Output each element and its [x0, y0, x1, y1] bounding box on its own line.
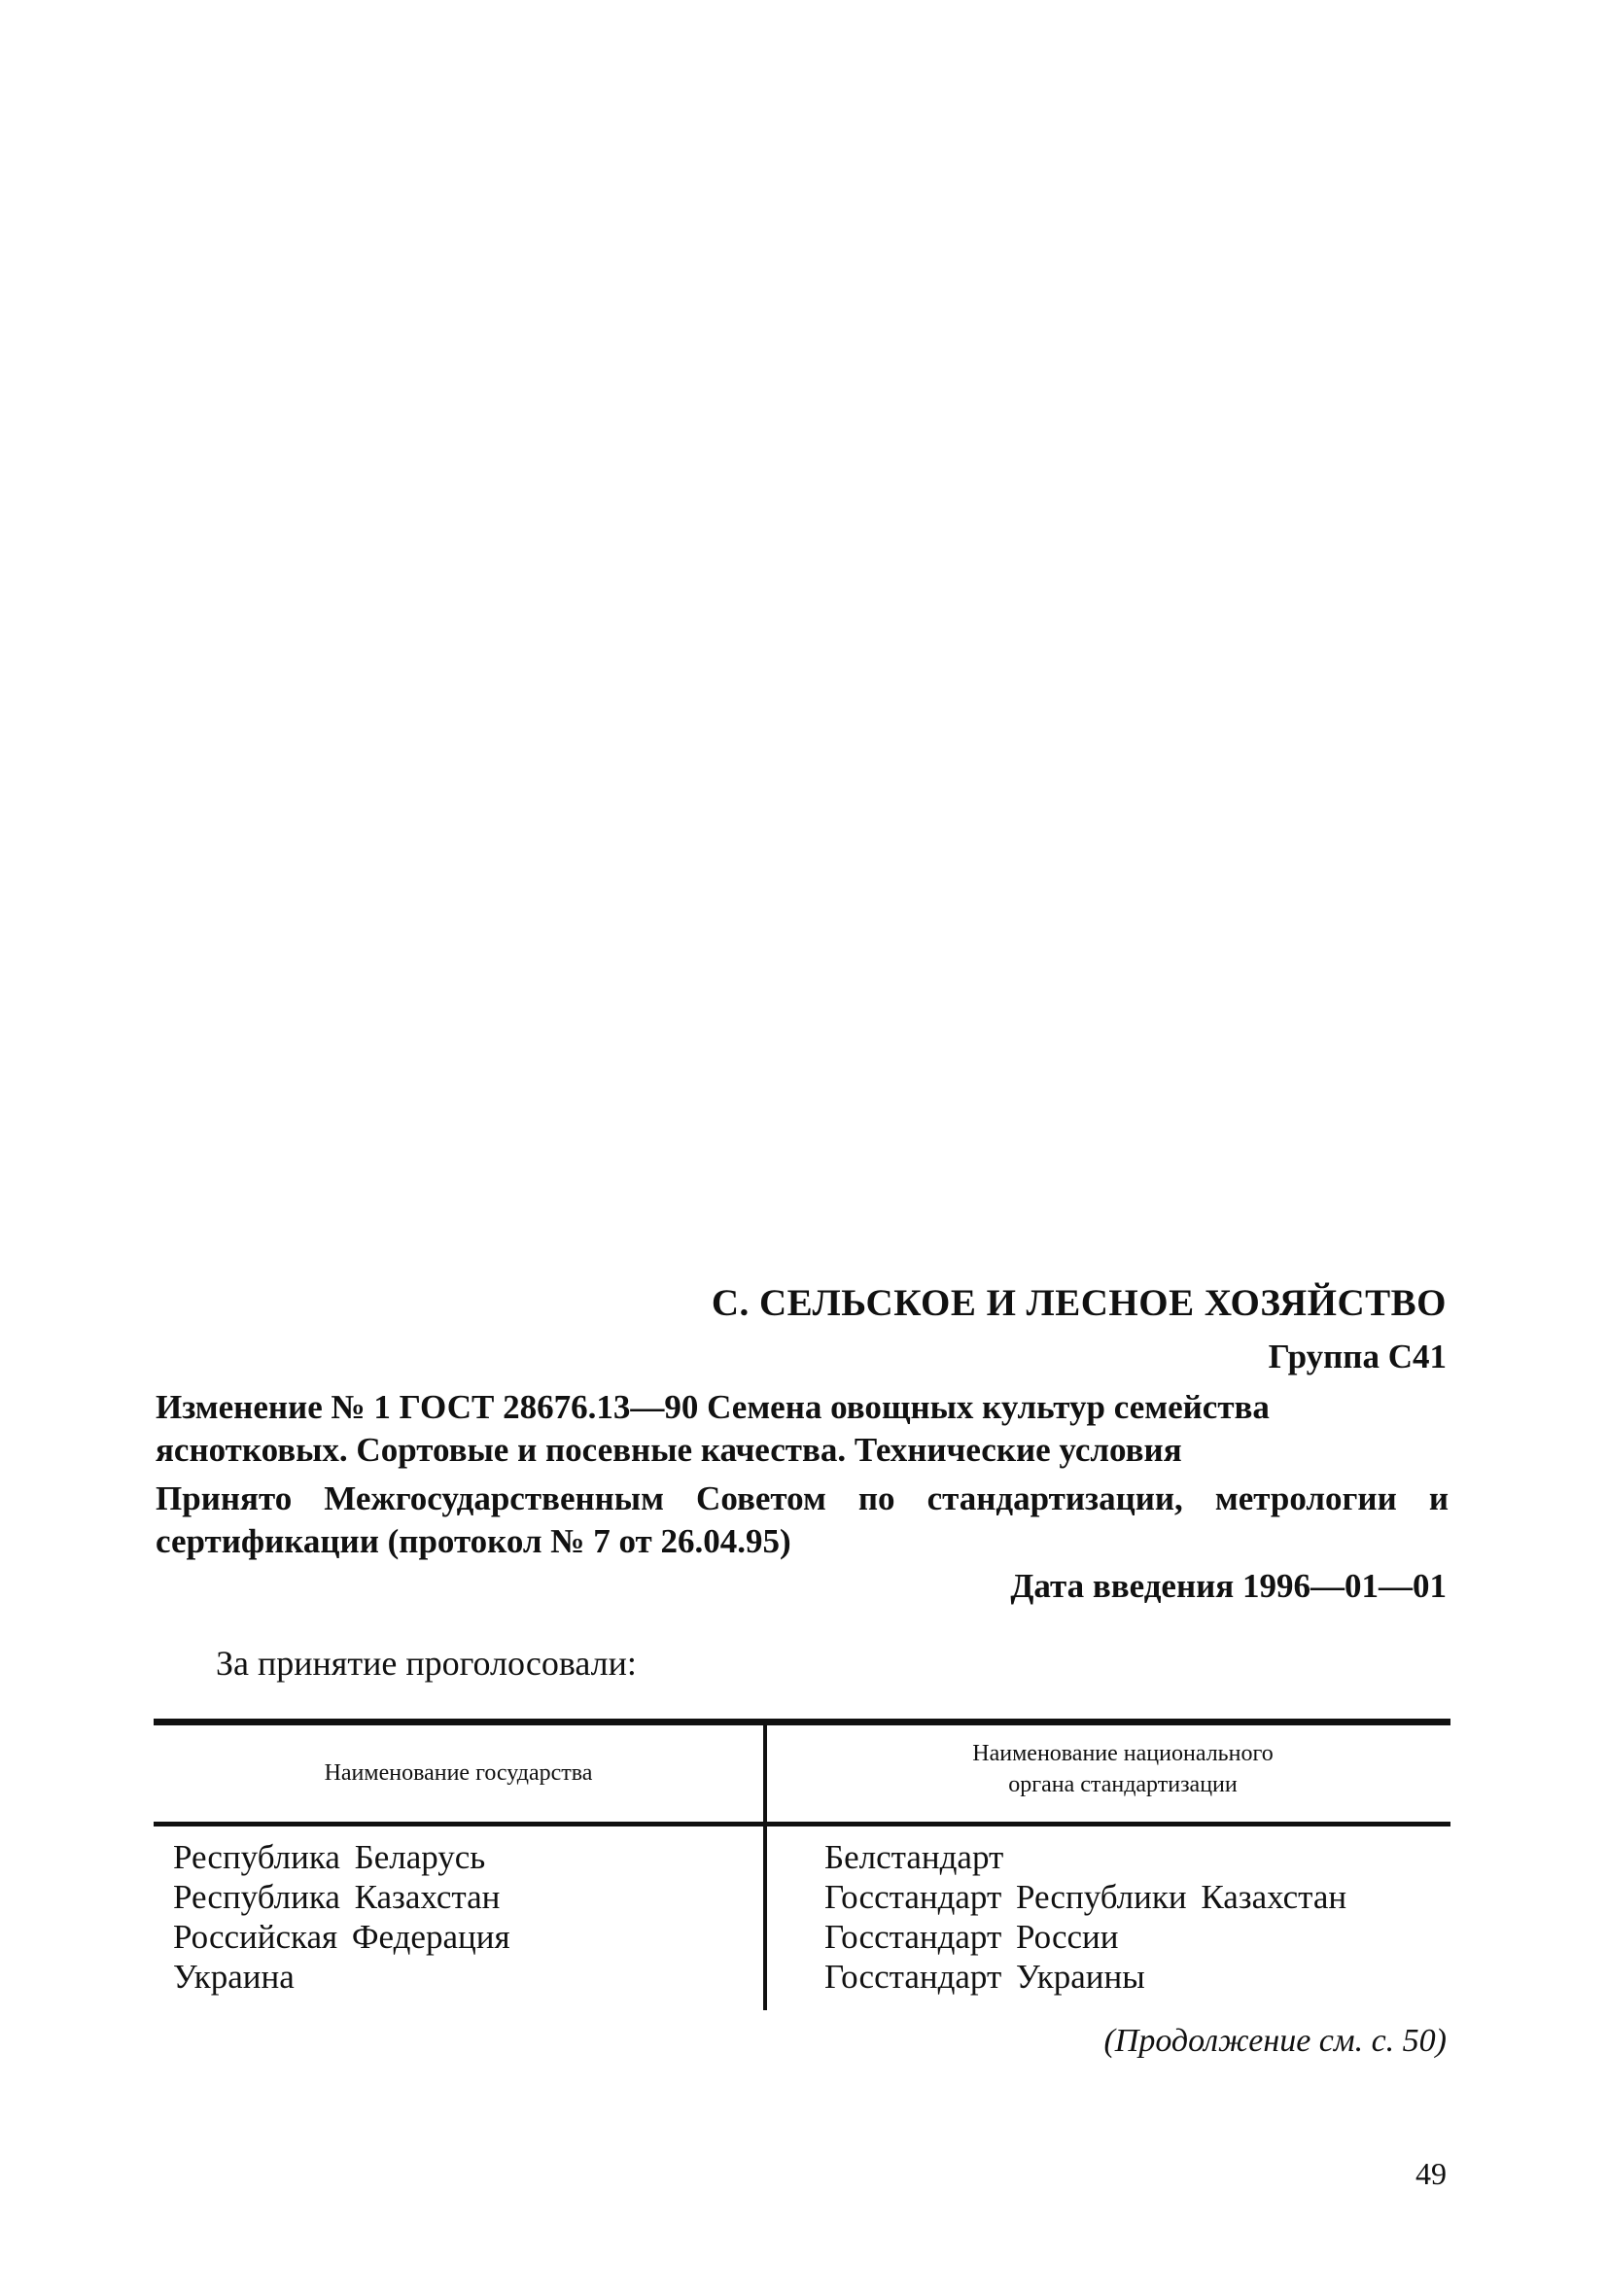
page-number: 49: [1415, 2156, 1447, 2191]
table-cell-body: Белстандарт: [824, 1838, 1004, 1876]
amendment-title: Изменение № 1 ГОСТ 28676.13—90 Семена овощных культур семейства яснотковых. Сортовые и посевные качества. Технические условия: [156, 1388, 1270, 1469]
table-cell-state: Российская Федерация: [173, 1918, 510, 1956]
voting-table: [154, 1719, 1450, 2010]
table-column-divider: [763, 1722, 767, 2010]
adoption-note: Принято Межгосударственным Советом по стандартизации, метрологии и сертификации (протокол № 7 от 26.04.95): [156, 1479, 1449, 1560]
table-cell-body: Госстандарт Республики Казахстан: [824, 1878, 1347, 1916]
section-heading: С. СЕЛЬСКОЕ И ЛЕСНОЕ ХОЗЯЙСТВО: [711, 1282, 1447, 1324]
table-cell-state: Республика Беларусь: [173, 1838, 486, 1876]
table-cell-body: Госстандарт Украины: [824, 1958, 1145, 1996]
table-cell-state: Республика Казахстан: [173, 1878, 501, 1916]
header-standards-body: Наименование национального органа стандартизации: [972, 1741, 1274, 1797]
table-top-rule: [154, 1719, 1450, 1725]
voted-intro: За принятие проголосовали:: [216, 1644, 637, 1683]
standards-bodies-list: [824, 1837, 1346, 1997]
table-header-rule: [154, 1822, 1450, 1826]
effective-date: Дата введения 1996—01—01: [1010, 1567, 1447, 1605]
states-list: [173, 1837, 510, 1997]
table-cell-state: Украина: [173, 1958, 295, 1996]
group-code: Группа С41: [1268, 1338, 1447, 1375]
continuation-note: (Продолжение см. с. 50): [1103, 2023, 1447, 2059]
header-state-name: Наименование государства: [324, 1760, 593, 1786]
table-cell-body: Госстандарт России: [824, 1918, 1119, 1956]
